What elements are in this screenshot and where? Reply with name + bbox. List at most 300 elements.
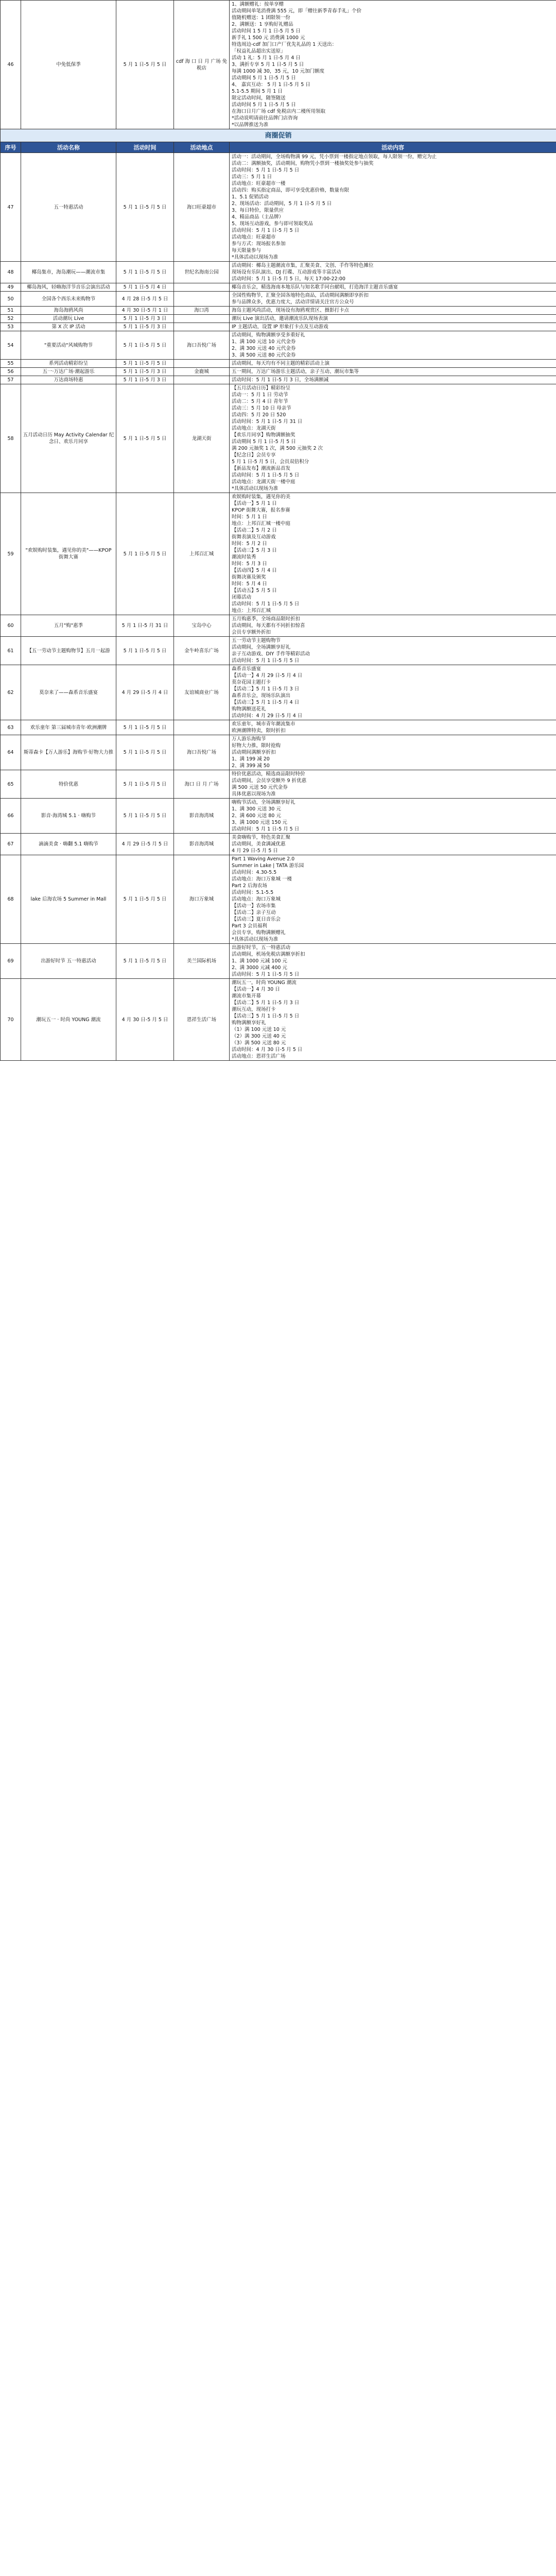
content-line: 会员专享额外折扣 [232,630,271,635]
content-line: 森系音乐盛宴 [232,666,262,672]
activity-place: 金牛岭喜乐广场 [174,637,230,665]
content-line: 3、满 500 元送 80 元代金券 [232,352,296,358]
table-row [1,637,556,665]
table-row [1,615,556,637]
content-line: 欧洲潮牌特卖，限时折扣 [232,728,286,734]
content-line: 活动时间：5 月 1 日-5 月 5 日 [232,601,300,607]
content-line: 1、满额赠礼：按单享赠 [232,2,284,7]
content-line: 5 月 1 日-5 月 5 日，会员双倍积分 [232,459,309,465]
content-line: 2、满额送：1 享购好礼赠品 [232,22,293,27]
content-line: 活动四：5 月 20 日 520 [232,412,286,418]
activity-place: 海口万象城 [174,855,230,944]
row-no: 67 [1,834,21,855]
activity-date: 5 月 1 日-5 月 5 日 [116,153,174,262]
activity-place [174,315,230,323]
row-no: 53 [1,323,21,331]
content-line: 4、精品商品（主品牌） [232,214,284,220]
activity-content [230,834,556,855]
activity-content [230,735,556,770]
content-line: 2、现场活动：活动期间，5 月 1 日-5 月 5 日 [232,201,332,207]
content-line: 活动期间，美食满减优惠 [232,841,286,847]
table-row [1,855,556,944]
activity-name: lake 后海农场 5 Summer in Mall [21,855,116,944]
activity-content [230,283,556,292]
content-line: 【活动二】5 月 1 日-5 月 3 日 [232,1000,300,1006]
activity-content [230,979,556,1061]
row-no: 62 [1,665,21,720]
content-line: 海岛主题风尚活动，现场设有海鸥观赏区、摄影打卡点 [232,308,350,313]
content-line: 活动地点：海口万象城 [232,896,281,902]
activity-place: 金鹿城 [174,368,230,376]
content-line: *具体活动以现场为准 [232,255,279,260]
activity-date: 5 月 1 日-5 月 5 日 [116,944,174,979]
content-line: （3）满 500 元送 80 元 [232,1040,286,1046]
activity-place [174,292,230,307]
content-line: 活动期间，每天均有不同主题的精彩活动上演 [232,361,330,366]
content-line: 【五月活动日历】精彩纷呈 [232,385,291,391]
row-no: 49 [1,283,21,292]
activity-place: cdf 海 口 日 月 广场 免税店 [174,1,230,129]
content-line: 万人游乐海购节 [232,736,266,742]
activity-place: 世纪名海南公园 [174,262,230,283]
content-line: 活动三：5 月 10 日 母亲节 [232,405,291,411]
content-line: 活动二：5 月 4 日 青年节 [232,399,288,404]
content-line: 全国性购物节，汇聚全国各地特色商品，活动期间满额即享折扣 [232,293,369,298]
content-line: 活动时间：5 月 1 日-5 月 5 日，每天 17:00-22:00 [232,276,345,282]
activity-place: 宝岛中心 [174,615,230,637]
content-line: 会员专享，购物满额赠礼 [232,930,286,936]
content-line: 【活动三】5 月 1 日-5 月 4 日 [232,700,300,705]
activity-date: 5 月 1 日-5 月 3 日 [116,323,174,331]
activity-content [230,1,556,129]
content-line: 地点：上邦百汇城一楼中庭 [232,521,291,527]
activity-date: 5 月 1 日-5 月 5 日 [116,360,174,368]
table-row [1,493,556,615]
content-line: 活动时间 1 5 月 1 日-5 月 5 日 [232,28,301,34]
content-line: 活动 1 礼：5 月 1 日-5 月 4 日 [232,55,301,61]
row-no: 57 [1,376,21,384]
content-line: 潮玩 Live 演出活动，邀请潮流乐队现场表演 [232,316,328,321]
table-row [1,376,556,384]
activity-date: 5 月 1 日-5 月 5 日 [116,384,174,493]
content-line: 参与方式：现场报名参加 [232,241,286,247]
table-row [1,292,556,307]
content-line: 【活动三】夏日音乐会 [232,917,281,922]
header-name: 活动名称 [21,142,116,153]
activity-name: 万达商场特惠 [21,376,116,384]
content-line: 满 500 元送 50 元代金券 [232,785,288,790]
content-line: 椰岛音乐会，精选海南本地乐队与知名歌手同台献唱，打造海洋主题音乐盛宴 [232,284,398,290]
content-line: 活动时间：4 月 29 日-5 月 4 日 [232,713,303,719]
content-line: 【活动五】5 月 5 日 [232,588,277,594]
header-date: 活动时间 [116,142,174,153]
content-line: 活动时间：5 月 1 日-5 月 5 日 [232,658,300,664]
content-line: （2）满 300 元送 40 元 [232,1033,286,1039]
content-line: *以品牌推送为准 [232,122,269,128]
activity-content [230,615,556,637]
content-line: 活动时间：4 月 30 日-5 月 5 日 [232,1047,303,1053]
content-line: 活动地点：旺豪超市 [232,234,276,240]
row-no: 48 [1,262,21,283]
content-line: 在海口日月广场 cdf 免税店内二楼所用领取 [232,109,326,114]
activity-content [230,292,556,307]
activity-date: 4 月 30 日-5 月 1 日 [116,307,174,315]
content-line: 街舞决赛及颁奖 [232,574,266,580]
activity-content [230,799,556,834]
content-line: 活动地点：龙湖天街 [232,426,276,431]
content-line: 地点：上邦百汇城 [232,608,271,614]
activity-content [230,493,556,615]
table-row [1,944,556,979]
activity-content [230,384,556,493]
content-line: 时间：5 月 3 日 [232,561,267,567]
content-line: 值随机赠送：1 团限领一份 [232,15,290,21]
activity-content [230,307,556,315]
content-line: 街舞表演及互动游戏 [232,534,276,540]
content-line: （1）满 100 元送 10 元 [232,1027,286,1032]
table-row [1,283,556,292]
content-line: 参与品牌众多，优惠力度大，活动详情请关注官方公众号 [232,299,354,305]
content-line: 时间：5 月 4 日 [232,581,267,587]
table-row [1,720,556,735]
activity-date: 5 月 1 日-5 月 5 日 [116,493,174,615]
activity-date: 5 月 1 日-5 月 5 日 [116,855,174,944]
content-line: 【活动一】农场市集 [232,903,276,909]
activity-date: 5 月 1 日-5 月 5 日 [116,799,174,834]
content-line: 五一劳动节主题购物节 [232,638,281,643]
content-line: 美食嗨购节，特色美食汇聚 [232,835,291,840]
content-line: Part 3 会员福利 [232,923,267,929]
content-line: 3、满折专享 5 月 1 日-5 月 5 日 [232,62,304,67]
activity-name: 【五一劳动节主题购物节】五月一起游 [21,637,116,665]
activity-name: 系列活动精彩纷呈 [21,360,116,368]
activity-name: 潮玩五一 · 时尚 YOUNG 潮流 [21,979,116,1061]
row-no: 50 [1,292,21,307]
content-line: 1、满 300 元送 30 元 [232,806,281,812]
content-line: 【活动四】5 月 4 日 [232,568,277,573]
table-row [1,384,556,493]
activity-name: 活动潮玩 Live [21,315,116,323]
activity-content [230,770,556,799]
activity-place: 友谊城商业广场 [174,665,230,720]
content-line: 活动期间，会员享受额外 9 折优惠 [232,778,307,784]
content-line: 潮玩五一，时尚 YOUNG 潮流 [232,980,297,986]
activity-date: 5 月 1 日-5 月 3 日 [116,315,174,323]
content-line: 潮玩互动，现场打卡 [232,1007,276,1012]
activity-date: 4 月 29 日-5 月 5 日 [116,834,174,855]
content-line: 活动地点：恩祥生活广场 [232,1054,286,1059]
row-no: 51 [1,307,21,315]
activity-content [230,376,556,384]
activity-place: 上邦百汇城 [174,493,230,615]
activity-date: 5 月 1 日-5 月 5 日 [116,735,174,770]
content-line: 五一期间，万达广场游乐主题活动，亲子互动、潮玩市集等 [232,369,359,375]
content-line: 【新品发布】潮流新品首发 [232,466,291,471]
row-no: 68 [1,855,21,944]
row-no: 52 [1,315,21,323]
activity-content [230,855,556,944]
activity-content [230,368,556,376]
row-no: 58 [1,384,21,493]
activity-name: 椰岛海风，轻嗨海洋节音乐会演出活动 [21,283,116,292]
content-line: 好物大力推，限时抢购 [232,743,281,749]
activity-name: 椰岛集市，海岛潮玩——潮流市集 [21,262,116,283]
content-line: 【纪念日】会员专享 [232,452,276,458]
activity-place: 海口湾 [174,307,230,315]
table-row [1,770,556,799]
activity-name: 莫奈来了——森系音乐盛宴 [21,665,116,720]
activity-content [230,637,556,665]
table-row [1,665,556,720]
content-line: 【活动一】5 月 1 日 [232,501,277,506]
activity-place: 美兰国际机场 [174,944,230,979]
content-line: 2、满 3000 元减 400 元 [232,965,287,971]
content-line: 潮流时装秀 [232,554,256,560]
content-line: 【活动一】4 月 30 日 [232,987,280,992]
activity-place: 海口吾悦广场 [174,735,230,770]
content-line: 1、满 199 减 20 [232,756,270,762]
content-line: 活动时间：5 月 1 日-5 月 5 日 [232,826,300,832]
activity-name: "欢娱购时装集，遇见你的美"——KPOP 街舞大赛 [21,493,116,615]
activity-name: 滴滴美食 · 嗨翻 5.1 嗨购节 [21,834,116,855]
content-line: Summer in Lake | TATA 游乐园 [232,863,304,869]
activity-date: 5 月 1 日-5 月 5 日 [116,770,174,799]
content-line: 活动时间：4.30-5.5 [232,870,277,875]
activity-name: 影音·海湾城 5.1 · 嗨购节 [21,799,116,834]
activity-content [230,360,556,368]
activity-name: 海岛海鸥风尚 [21,307,116,315]
content-line: Part 1 Waving Avenue 2.0 [232,856,295,862]
activity-date: 5 月 1 日-5 月 5 日 [116,1,174,129]
content-line: 每天限量参与 [232,248,262,253]
table-row [1,331,556,360]
content-line: 1、5.1 促销活动 [232,194,269,200]
content-line: 活动时间：5 月 1 日-5 月 5 日 [232,472,300,478]
activity-date: 5 月 1 日-5 月 3 日 [116,376,174,384]
table-row [1,834,556,855]
activity-name: "重要活动"风城购物节 [21,331,116,360]
content-line: 4 月 29 日-5 月 5 日 [232,848,278,854]
row-no: 47 [1,153,21,262]
row-no: 70 [1,979,21,1061]
table-row [1,262,556,283]
column-header-row [1,142,556,153]
content-line: 活动一：活动期间，全场购物满 99 元，凭小票到一楼指定地点领取，每人限领一份，赠完为止 [232,154,437,160]
activity-content [230,665,556,720]
row-no: 55 [1,360,21,368]
content-line: 2、满 399 减 50 [232,763,270,769]
table-row [1,323,556,331]
activity-date: 5 月 1 日-5 月 5 日 [116,637,174,665]
content-line: 五月购惠季，全场商品限时折扣 [232,616,301,622]
content-line: 特价优惠活动，精选商品限时特价 [232,771,305,777]
content-line: 4、 嘉宾互动： 5 月 1 日-5 月 5 日 [232,82,310,88]
content-line: 亲子互动游戏、DIY 手作等精彩活动 [232,651,310,657]
activity-place [174,720,230,735]
activity-name: 五一特惠活动 [21,153,116,262]
activity-place: 海口 日 月 广场 [174,770,230,799]
header-place: 活动地点 [174,142,230,153]
content-line: 活动地点：海口万象城 一楼 [232,876,292,882]
content-line: 1、满 100 元送 10 元代金券 [232,339,296,345]
content-line: 活动期间单笔消费满 555 元，即「赠往新季青春手礼」个价 [232,8,362,14]
activity-name: 全国各个西乐未来购物节 [21,292,116,307]
content-line: 【欢乐月同享】购物满额抽奖 [232,432,296,438]
activity-place: 影音海湾城 [174,834,230,855]
activity-place: 海口吾悦广场 [174,331,230,360]
content-line: 闭幕活动 [232,595,252,600]
table-row [1,315,556,323]
content-line: 活动时间：5 月 1 日-5 月 5 日 [232,972,300,977]
content-line: 现场设有乐队演出、DJ 打碟、互动游戏等丰富活动 [232,269,341,275]
content-line: 欢娱购时装集，遇见你的美 [232,494,291,500]
content-line: 莫奈花园主题打卡 [232,680,271,685]
content-line: 活动期间 5 月 1 日-5 月 5 日 [232,75,296,81]
content-line: 出游好时节，五一特惠活动 [232,945,291,951]
content-line: 购物满额送花礼 [232,706,266,712]
row-no: 63 [1,720,21,735]
content-line: 活动地点：旺豪超市一楼 [232,181,286,187]
content-line: 【活动一】4 月 29 日-5 月 4 日 [232,673,303,679]
activity-name: 斯蒂森卡【万人游乐】海购节·好物大力推 [21,735,116,770]
content-line: 时间：5 月 2 日 [232,541,267,547]
content-line: 具体优惠以现场为准 [232,791,276,797]
row-no: 65 [1,770,21,799]
activity-date: 5 月 1 日-5 月 5 日 [116,262,174,283]
activity-name: 五月"购"惠季 [21,615,116,637]
activity-content [230,944,556,979]
content-line: 3、满 1000 元送 150 元 [232,820,287,825]
row-no: 46 [1,1,21,129]
row-no: 54 [1,331,21,360]
table-row [1,153,556,262]
content-line: 活动时间：5 月 1 日-5 月 3 日，全场满额减 [232,377,329,383]
content-line: 活动期间，全场满额享好礼 [232,645,291,650]
content-line: *具体活动以现场为准 [232,486,279,492]
activity-date: 5 月 1 日-5 月 3 日 [116,368,174,376]
table-row [1,799,556,834]
content-line: 潮流市集开幕 [232,993,262,999]
row-no: 56 [1,368,21,376]
activity-content [230,315,556,323]
activity-name: 欢乐童年 第三届城市青年·欧洲潮牌 [21,720,116,735]
row-no: 64 [1,735,21,770]
activity-place: 恩祥生活广场 [174,979,230,1061]
content-line: 活动期间满额享折扣 [232,750,276,755]
table-row [1,1,556,129]
content-line: 每满 1000 减 30，35 元，10 元加门额度 [232,69,325,74]
content-line: 5.1-5.5 期间 5 月 1 日 [232,89,283,94]
content-line: *活动说明请前往品牌门店咨询 [232,115,298,121]
content-line: 活动时间：5.1-5.5 [232,890,274,895]
content-line: 活动期间，机场免税店满额享折扣 [232,952,305,957]
content-line: 活动二：满额抽奖，活动期间，购物凭小票到一楼抽奖处参与抽奖 [232,161,374,166]
table-row [1,979,556,1061]
content-line: KPOP 街舞大赛，报名参赛 [232,507,290,513]
content-line: 购物满额享好礼 [232,1020,266,1026]
content-line: 活动期间，每天都有不同折扣惊喜 [232,623,305,629]
header-no: 序号 [1,142,21,153]
content-line: 活动期间，购物满额享受多重好礼 [232,332,305,338]
content-line: 「权益礼品超出实送原」 [232,48,286,54]
activity-content [230,153,556,262]
content-line: 时间：5 月 1 日 [232,514,267,520]
content-line: 2、满 300 元送 40 元代金券 [232,346,296,351]
content-line: IP 主题活动，设置 IP 形象打卡点及互动游戏 [232,324,328,330]
row-no: 60 [1,615,21,637]
content-line: 3、每日特价，限量供应 [232,208,284,213]
activity-content [230,331,556,360]
content-line: 【活动二】亲子互动 [232,910,276,916]
header-content: 活动内容 [230,142,556,153]
table-row [1,360,556,368]
activity-table [0,0,556,1061]
activity-date: 5 月 1 日-5 月 5 日 [116,720,174,735]
table-row [1,735,556,770]
activity-date: 4 月 29 日-5 月 4 日 [116,665,174,720]
row-no: 61 [1,637,21,665]
content-line: 满 200 元抽奖 1 次，满 500 元抽奖 2 次 [232,446,323,451]
activity-content [230,323,556,331]
activity-place [174,360,230,368]
activity-date: 5 月 1 日-5 月 31 日 [116,615,174,637]
activity-content [230,720,556,735]
activity-place [174,283,230,292]
activity-content [230,262,556,283]
content-line: 活动期间 5 月 1 日-5 月 5 日 [232,439,296,445]
content-line: 活动期间：椰岛主题潮流市集，汇聚美食、文创、手作等特色摊位 [232,263,374,268]
activity-date: 4 月 28 日-5 月 5 日 [116,292,174,307]
content-line: 活动时间：5 月 1 日-5 月 5 日 [232,167,300,173]
content-line: 【活动二】5 月 2 日 [232,528,277,533]
content-line: 活动时间：5 月 1 日-5 月 5 日 [232,228,300,233]
row-no: 66 [1,799,21,834]
content-line: 特选周边-cdf 加门口产厂优先礼品的 1 天送出： [232,42,337,47]
activity-date: 5 月 1 日-5 月 5 日 [116,331,174,360]
section-title: 商圈促销 [1,129,556,142]
content-line: 【活动二】5 月 1 日-5 月 3 日 [232,686,300,692]
content-line: 活动一：5 月 1 日 劳动节 [232,392,288,398]
activity-place: 海口旺豪超市 [174,153,230,262]
content-line: 活动时间：5 月 1 日-5 月 31 日 [232,419,303,425]
activity-name: 五一·万达广场·潮起游乐 [21,368,116,376]
table-row [1,368,556,376]
activity-name: 特价优惠 [21,770,116,799]
content-line: 【活动三】5 月 1 日-5 月 5 日 [232,1013,300,1019]
activity-place [174,323,230,331]
content-line: 新手礼 1 500 元 消费满 1000 元 [232,35,305,41]
activity-name: 五月活动日历 May Activity Calendar 纪念日、欢乐月同享 [21,384,116,493]
activity-place: 影音海湾城 [174,799,230,834]
content-line: *具体活动以现场为准 [232,937,279,942]
content-line: 活动时间 5 月 1 日-5 月 5 日 [232,102,296,108]
content-line: 5、现场互动游戏，参与即可领取奖品 [232,221,314,227]
activity-place: 龙湖天街 [174,384,230,493]
content-line: 森系音乐会，现场乐队演出 [232,693,291,699]
row-no: 69 [1,944,21,979]
content-line: 活动地点：龙湖天街一楼中庭 [232,479,296,485]
activity-date: 5 月 1 日-5 月 4 日 [116,283,174,292]
content-line: 活动三：5 月 1 日 [232,174,272,180]
activity-date: 4 月 30 日-5 月 5 日 [116,979,174,1061]
content-line: 活动四：购买指定商品，即可享受优惠价格，数量有限 [232,188,350,193]
activity-name: 出游好时节 五一特惠活动 [21,944,116,979]
content-line: 2、满 600 元送 80 元 [232,813,281,819]
row-no: 59 [1,493,21,615]
content-line: 限定活动时间，随签随送 [232,95,286,101]
activity-name: 第 X 次 IP 活动 [21,323,116,331]
activity-name: 中免低保季 [21,1,116,129]
